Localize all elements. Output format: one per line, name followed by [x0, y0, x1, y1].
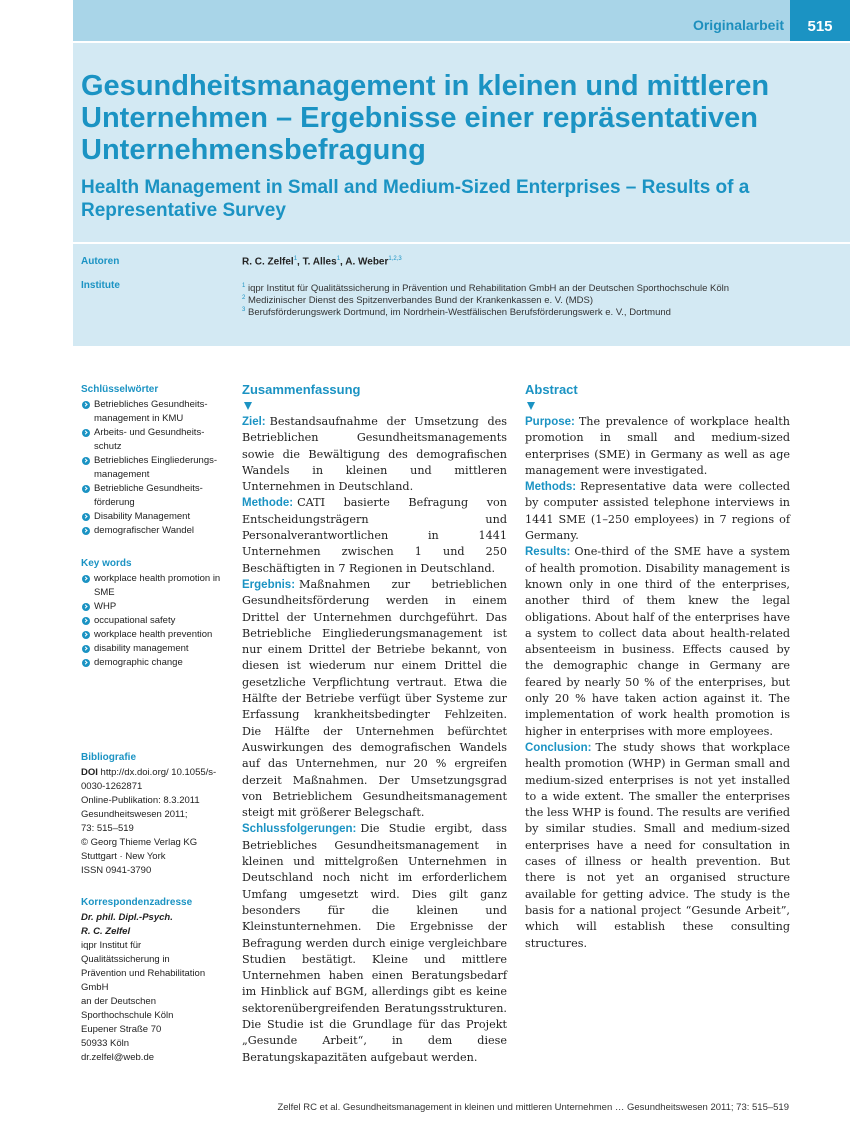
- section-label: Ziel:: [242, 416, 266, 428]
- doi-label: DOI: [81, 767, 98, 778]
- section-label: Conclusion:: [525, 741, 592, 754]
- correspondence-name: Dr. phil. Dipl.-Psych.: [81, 912, 173, 923]
- email-link[interactable]: dr.zelfel@web.de: [81, 1052, 155, 1063]
- biblio-line: ISSN 0941-3790: [81, 865, 152, 876]
- abstract-section: [525, 414, 790, 479]
- section-text: The prevalence of workplace health promotion in small and medium-sized enterprises (SME) in Germany as well as age management were investigated.: [525, 415, 790, 477]
- address-line: Sporthochschule Köln: [81, 1010, 174, 1021]
- abstract-section: [242, 577, 507, 821]
- doi: [81, 766, 231, 794]
- title-german: Gesundheitsmanagement in kleinen und mittleren Unternehmen – Ergebnisse einer repräsentativen Unternehmensbefragung: [81, 70, 770, 166]
- bibliography: [81, 751, 231, 878]
- keyword-item: workplace health promotion in SME: [81, 572, 231, 600]
- institute-text: Medizinischer Dienst des Spitzenverbandes Bund der Krankenkassen e. V. (MDS): [247, 295, 593, 307]
- keyword-item: Betriebliches Gesundheits-management in KMU: [81, 398, 231, 426]
- abstract-heading: Abstract: [525, 382, 578, 397]
- keywords-de: [81, 383, 231, 538]
- section-text: Representative data were collected by computer assisted telephone interviews in 1441 SME (1–250 employees) in 7 regions of Germany.: [525, 480, 790, 543]
- keywords-en-title: Key words: [81, 558, 132, 569]
- abstract-section: [525, 544, 790, 740]
- author-name: T. Alles: [302, 256, 337, 268]
- institute-text: iqpr Institut für Qualitätssicherung in Prävention und Rehabilitation GmbH an der Deutschen Sporthochschule Köln: [247, 283, 730, 295]
- correspondence-name: R. C. Zelfel: [81, 926, 131, 937]
- author-list: R. C. Zelfel$^1$, T. Alles$^1$, A. Weber$^{1,2,3}$: [242, 256, 402, 268]
- address-line: Eupener Straße 70: [81, 1024, 162, 1035]
- page-number: 515: [790, 0, 850, 41]
- author-name: A. Weber: [345, 256, 389, 268]
- top-bar: [73, 0, 850, 41]
- keyword-item: WHP: [81, 600, 231, 614]
- address-line: iqpr Institut für: [81, 940, 142, 951]
- keyword-item: Betriebliche Gesundheits-förderung: [81, 482, 231, 510]
- institutes-label: Institute: [81, 280, 120, 291]
- keyword-item: disability management: [81, 642, 231, 656]
- institute-number: 1: [242, 283, 246, 289]
- abstract-section: [242, 495, 507, 576]
- biblio-line: Online-Publikation: 8.3.2011: [81, 795, 200, 806]
- abstract-section: [525, 740, 790, 952]
- keyword-item: demografischer Wandel: [81, 524, 231, 538]
- title-english: Health Management in Small and Medium-Sized Enterprises – Results of a Representative Survey: [81, 177, 750, 221]
- institute-text: Berufsförderungswerk Dortmund, im Nordrhein-Westfälischen Berufsförderungswerk e. V., Dortmund: [247, 307, 671, 319]
- section-label: Methods:: [525, 481, 577, 494]
- biblio-line: © Georg Thieme Verlag KG: [81, 837, 198, 848]
- section-text: Maßnahmen zur betrieblichen Gesundheitsförderung werden in einem Drittel der Unternehmen durchgeführt. Das Betriebliche Eingliederungsmanagement ist nur einem Drittel der Betriebe bekannt, von diesen ist wiederum nur einem Drittel die gesetzliche Verpflichtung vertraut. Etwa die Hälfte der Betriebe verfügt über Systeme zur Erfassung krankheitsbedingter Fehlzeiten. Die Hälfte der Unternehmen befürchtet Auswirkungen des demografischen Wandels auf das Unternehmen, nur 20 % ergreifen derzeit Maßnahmen. Der Umsetzungsgrad von Betrieblichem Gesundheitsmanagement steigt mit größerer Belegschaft.: [242, 577, 507, 820]
- section-label: Schlussfolgerungen:: [242, 823, 357, 836]
- address-line: 50933 Köln: [81, 1038, 130, 1049]
- authors-label: Autoren: [81, 256, 120, 267]
- keywords-en: [81, 557, 231, 670]
- zusammenfassung-heading: Zusammenfassung: [242, 382, 361, 397]
- header-divider: [73, 41, 850, 43]
- institute-number: 3: [242, 307, 246, 313]
- section-text: The study shows that workplace health promotion (WHP) in German small and medium-sized enterprises is not yet installed to a wide extent. The smaller the enterprises the less WHP is found. The results are verified by similar studies. Small and medium-sized enterprises have a need for consultation in cases of illness or health prevention. But there is not yet an organised structure available for getting advice. The study is the basis for a national project “Gesunde Arbeit”, which will establish these consulting structures.: [525, 740, 790, 950]
- section-label: Methode:: [242, 497, 294, 510]
- section-label: Results:: [525, 546, 571, 559]
- institute-line: [242, 304, 671, 319]
- address-line: GmbH: [81, 982, 109, 993]
- page-footer: Zelfel RC et al. Gesundheitsmanagement in kleinen und mittleren Unternehmen … Gesundheitswesen 2011; 73: 515–519: [277, 1102, 789, 1113]
- doi-link[interactable]: http://dx.doi.org/ 10.1055/s-0030-1262871: [81, 767, 217, 792]
- triangle-down-icon: [527, 402, 535, 410]
- keyword-item: Betriebliches Eingliederungs-management: [81, 454, 231, 482]
- correspondence-title: Korrespondenzadresse: [81, 897, 193, 908]
- section-text: Bestandsaufnahme der Umsetzung des Betrieblichen Gesundheitsmanagements sowie die Bewältigung des demografischen Wandels in kleinen und mittleren Unternehmen in Deutschland.: [242, 415, 507, 494]
- keyword-item: demographic change: [81, 656, 231, 670]
- section-text: CATI basierte Befragung von Entscheidungsträgern und Personalverantwortlichen in 1441 Unternehmen zwischen 1 und 250 Beschäftigten in 7 Regionen in Deutschland.: [242, 496, 507, 575]
- section-label: Purpose:: [525, 416, 575, 428]
- biblio-line: Gesundheitswesen 2011;: [81, 809, 188, 820]
- section-text: Die Studie ergibt, dass Betriebliches Gesundheitsmanagement in kleinen und mittelgroßen Unternehmen in Deutschland noch nicht im erforderlichem Umfang umgesetzt wird. Dies gilt ganz besonders für die kleinen und Kleinstunternehmen. Die Ergebnisse der Befragung werden durch einige vergleichbare Studien bestätigt. Kleine und mittlere Unternehmen haben einen Beratungsbedarf im Hinblick auf BGM, allerdings gibt es keine sektorenübergreifenden Beratungsstrukturen. Die Studie ist die Grundlage für das Projekt „Gesunde Arbeit“, in dem diese Beratungskapazitäten aufgebaut werden.: [242, 822, 507, 1064]
- correspondence: [81, 896, 231, 1065]
- biblio-line: 73: 515–519: [81, 823, 134, 834]
- biblio-line: Stuttgart · New York: [81, 851, 166, 862]
- abstract-section: [525, 479, 790, 544]
- address-line: an der Deutschen: [81, 996, 156, 1007]
- section-text: One-third of the SME have a system of health promotion. Disability management is known only in one third of the enterprises, another third of them knew the legal obligations. About half of the enterprises have a system to collect data about health-related absenteeism in business. Effects caused by the demographic change in Germany are feared by nearly 50 % of the enterprises, but only 20 % have taken action against it. The implementation of work health promotion is higher in enterprises with more employees.: [525, 545, 790, 738]
- bibliography-title: Bibliografie: [81, 752, 137, 763]
- abstract-section: [242, 414, 507, 495]
- zusammenfassung: [242, 382, 507, 1066]
- author-affiliation: 1,2,3: [388, 256, 402, 262]
- meta-divider: [73, 242, 850, 244]
- address-line: Qualitätssicherung in: [81, 954, 170, 965]
- keyword-item: occupational safety: [81, 614, 231, 628]
- address-line: Prävention und Rehabilitation: [81, 968, 206, 979]
- keywords-de-title: Schlüsselwörter: [81, 384, 159, 395]
- author-affiliation: 1: [293, 256, 298, 262]
- keyword-item: workplace health prevention: [81, 628, 231, 642]
- triangle-down-icon: [244, 402, 252, 410]
- institute-number: 2: [242, 295, 246, 301]
- abstract: [525, 382, 790, 952]
- abstract-section: [242, 821, 507, 1065]
- keyword-item: Arbeits- und Gesundheits-schutz: [81, 426, 231, 454]
- section-label: Ergebnis:: [242, 578, 296, 591]
- keyword-item: Disability Management: [81, 510, 231, 524]
- section-label: Originalarbeit: [692, 17, 784, 33]
- author-name: R. C. Zelfel: [242, 256, 294, 268]
- author-affiliation: 1: [336, 256, 341, 262]
